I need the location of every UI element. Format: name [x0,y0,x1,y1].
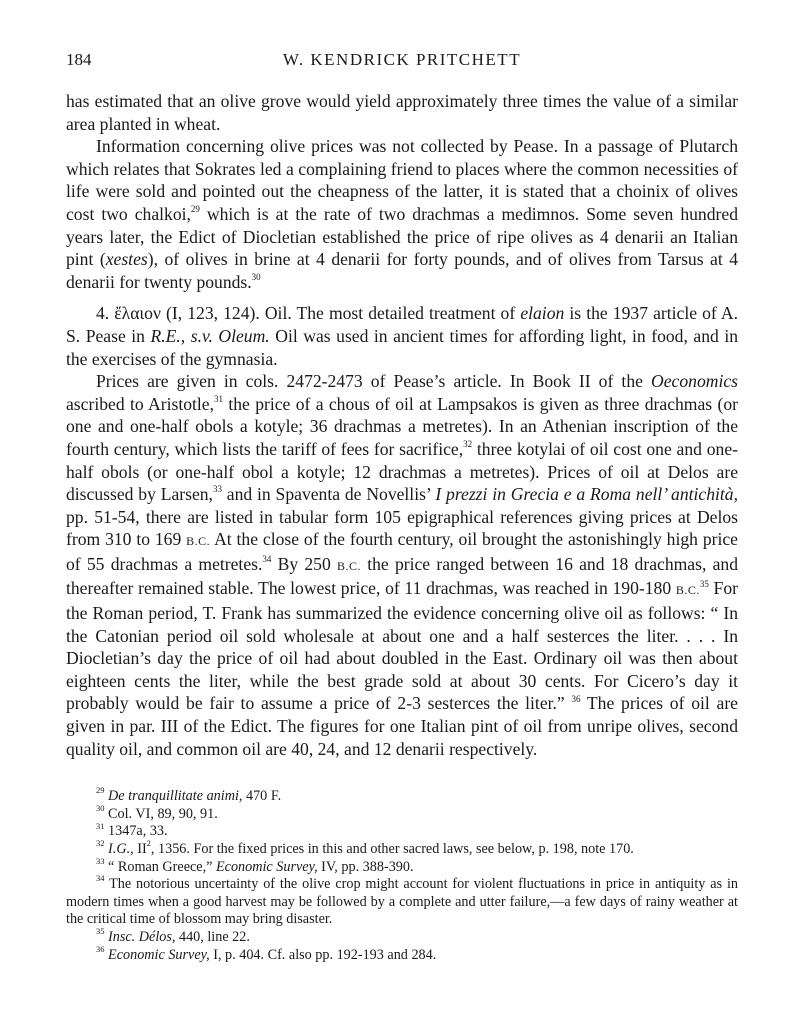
footnote-ref-33[interactable]: 33 [212,484,222,495]
body-text [66,90,738,760]
paragraph-oil-prices: Prices are given in cols. 2472-2473 of Pease’s article. In Book II of the Oeconomics ascribed to Aristotle,$^{31}$ the price of a chous of oil at Lampsakos is given as three drachmas (or one and one-half obols a kotyle; 36 drachmas a metretes). In an Athenian inscription of the fourth century, which lists the tariff of fees for sacrifice,$^{32}$ three kotylai of oil cost one and one-half obols (or one-half obol a kotyle; 12 drachmas a metretes). Prices of oil at Delos are discussed by Larsen,$^{33}$ and in Spaventa de Novellis’ I prezzi in Grecia e a Roma nell’ antichità, pp. 51-54, there are listed in tabular form 105 epigraphical references giving prices at Delos from 310 to 169 B.C. At the close of the fourth century, oil brought the astonishingly high price of 55 drachmas a metretes.$^{34}$ By 250 B.C. the price ranged between 16 and 18 drachmas, and thereafter remained stable. The lowest price, of 11 drachmas, was reached in 190-180 B.C.$^{35}$ For the Roman period, T. Frank has summarized the evidence concerning olive oil as follows: “ In the Catonian period oil sold wholesale at about one and a half sesterces the liter. . . . In Diocletian’s day the price of oil had about doubled in the East. Ordinary oil was then about eighteen cents the liter, while the best grade sold at about 30 cents. For Cicero’s day it probably would be fair to assume a price of 2-3 sesterces the liter.” $^{36}$ The prices of oil are given in par. III of the Edict. The figures for one Italian pint of oil from unripe olives, second quality oil, and common oil are 40, 24, and 12 denarii respectively. [66,371,739,759]
footnotes [66,785,738,964]
footnote-ref-35[interactable]: 35 [699,578,709,589]
greek-term: ἔλαιον [114,303,161,324]
footnote-33: $^{33}$ “ Roman Greece,” Economic Survey, IV, pp. 388-390. [96,855,414,875]
page-number: 184 [66,50,92,69]
footnote-32: $^{32}$ I.G., $II^2$, 1356. For the fixed prices in this and other sacred laws, see below, p. 198, note 170. [96,838,634,857]
paragraph-olive-prices: Information concerning olive prices was not collected by Pease. In a passage of Plutarch which relates that Sokrates led a complaining friend to places where the common necessities of life were sold and pointed out the cheapness of the latter, it is stated that a choinix of olives cost two chalkoi,$^{29}$ which is at the rate of two drachmas a medimnos. Some seven hundred years later, the Edict of Diocletian established the price of ripe olives as 4 denarii an Italian pint (xestes), of olives in brine at 4 denarii for forty pounds, and of olives from Tarsus at 4 denarii for twenty pounds.$^{30}$ [66,136,739,292]
footnote-ref-34[interactable]: 34 [262,554,272,565]
page-header [66,50,738,76]
footnote-30: $^{30}$ Col. VI, 89, 90, 91. [96,803,218,822]
footnote-31: $^{31}$ 1347a, 33. [96,820,168,840]
footnote-29: $^{29}$ De tranquillitate animi, 470 F. [96,785,282,805]
book-page [66,50,738,964]
paragraph-elaion: 4. ἔλαιον (I, 123, 124). Oil. The most detailed treatment of elaion is the 1937 article of A. S. Pease in R.E., s.v. Oleum. Oil was used in ancient times for affording light, in food, and in the exercises of the gymnasia. [66,303,739,369]
footnote-ref-30[interactable]: 30 [251,271,261,282]
footnote-ref-31[interactable]: 31 [214,393,223,404]
footnote-36: $^{36}$ Economic Survey, I, p. 404. Cf. also pp. 192-193 and 284. [96,943,437,963]
footnote-34: $^{34}$ The notorious uncertainty of the olive crop might account for violent fluctuations in price in antiquity as in modern times when a good harvest may be followed by a complete and utter failure,—a few days of rainy weather at the critical time of blossom may bring disaster. [66,873,738,928]
footnote-ref-29[interactable]: 29 [190,204,200,215]
paragraph-continuation: has estimated that an olive grove would yield approximately three times the value of a similar area planted in wheat. [66,91,738,134]
footnote-35: $^{35}$ Insc. Délos, 440, line 22. [96,926,250,945]
footnote-ref-36[interactable]: 36 [571,693,581,704]
running-head: W. KENDRICK PRITCHETT [282,50,522,69]
footnote-ref-32[interactable]: 32 [463,439,473,450]
